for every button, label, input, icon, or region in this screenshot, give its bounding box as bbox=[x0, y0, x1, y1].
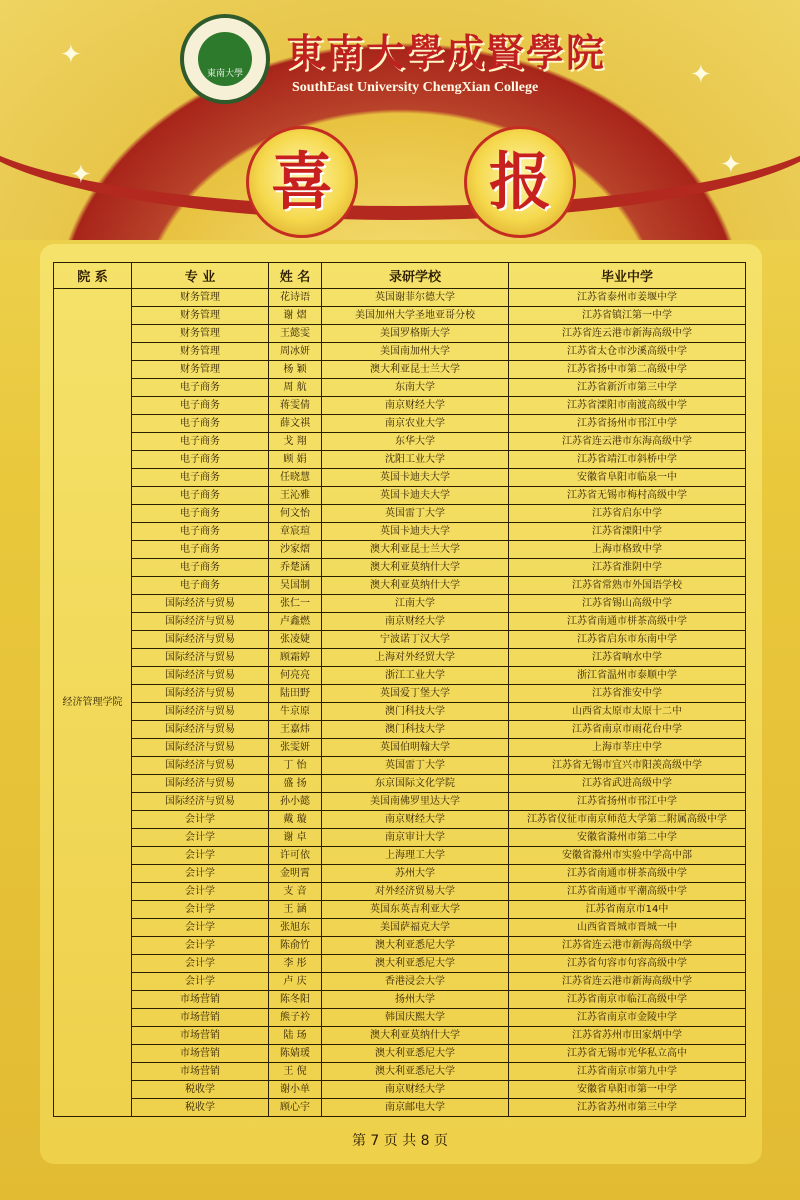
major-cell: 国际经济与贸易 bbox=[132, 721, 269, 739]
highschool-cell: 江苏省句容市句容高级中学 bbox=[509, 955, 746, 973]
name-cell: 金明霄 bbox=[269, 865, 322, 883]
major-cell: 电子商务 bbox=[132, 577, 269, 595]
major-cell: 会计学 bbox=[132, 865, 269, 883]
name-cell: 牛京原 bbox=[269, 703, 322, 721]
highschool-cell: 山西省晋城市晋城一中 bbox=[509, 919, 746, 937]
school-cell: 韩国庆熙大学 bbox=[322, 1009, 509, 1027]
major-cell: 财务管理 bbox=[132, 289, 269, 307]
school-cell: 浙江工业大学 bbox=[322, 667, 509, 685]
table-row bbox=[54, 559, 746, 577]
highschool-cell: 江苏省锡山高级中学 bbox=[509, 595, 746, 613]
major-cell: 市场营销 bbox=[132, 1027, 269, 1045]
school-cell: 南京邮电大学 bbox=[322, 1099, 509, 1117]
table-row bbox=[54, 793, 746, 811]
school-cell: 东华大学 bbox=[322, 433, 509, 451]
name-cell: 丁 怡 bbox=[269, 757, 322, 775]
name-cell: 张雯妍 bbox=[269, 739, 322, 757]
school-cell: 南京财经大学 bbox=[322, 613, 509, 631]
school-cell: 南京财经大学 bbox=[322, 397, 509, 415]
school-cell: 澳大利亚莫纳什大学 bbox=[322, 1027, 509, 1045]
table-row bbox=[54, 829, 746, 847]
table-row bbox=[54, 685, 746, 703]
highschool-cell: 江苏省淮安中学 bbox=[509, 685, 746, 703]
table-row bbox=[54, 1063, 746, 1081]
major-cell: 市场营销 bbox=[132, 991, 269, 1009]
name-cell: 戴 璇 bbox=[269, 811, 322, 829]
name-cell: 戈 翔 bbox=[269, 433, 322, 451]
major-cell: 国际经济与贸易 bbox=[132, 667, 269, 685]
table-row bbox=[54, 865, 746, 883]
table-row bbox=[54, 487, 746, 505]
col-header-dept: 院 系 bbox=[54, 263, 132, 289]
major-cell: 国际经济与贸易 bbox=[132, 631, 269, 649]
major-cell: 会计学 bbox=[132, 937, 269, 955]
highschool-cell: 江苏省泰州市姜堰中学 bbox=[509, 289, 746, 307]
name-cell: 乔楚涵 bbox=[269, 559, 322, 577]
major-cell: 电子商务 bbox=[132, 523, 269, 541]
college-logo bbox=[180, 14, 270, 104]
major-cell: 财务管理 bbox=[132, 343, 269, 361]
school-cell: 美国南佛罗里达大学 bbox=[322, 793, 509, 811]
table-row bbox=[54, 433, 746, 451]
major-cell: 国际经济与贸易 bbox=[132, 757, 269, 775]
table-row bbox=[54, 991, 746, 1009]
highschool-cell: 山西省太原市太原十二中 bbox=[509, 703, 746, 721]
school-cell: 上海理工大学 bbox=[322, 847, 509, 865]
highschool-cell: 江苏省无锡市光华私立高中 bbox=[509, 1045, 746, 1063]
sparkle-icon: ✦ bbox=[720, 150, 742, 180]
school-cell: 澳大利亚昆士兰大学 bbox=[322, 541, 509, 559]
major-cell: 国际经济与贸易 bbox=[132, 685, 269, 703]
table-row bbox=[54, 1099, 746, 1117]
highschool-cell: 江苏省无锡市梅村高级中学 bbox=[509, 487, 746, 505]
table-row bbox=[54, 667, 746, 685]
major-cell: 电子商务 bbox=[132, 397, 269, 415]
major-cell: 财务管理 bbox=[132, 361, 269, 379]
major-cell: 国际经济与贸易 bbox=[132, 595, 269, 613]
table-row bbox=[54, 721, 746, 739]
name-cell: 王 倪 bbox=[269, 1063, 322, 1081]
school-cell: 东京国际文化学院 bbox=[322, 775, 509, 793]
name-cell: 顾 娟 bbox=[269, 451, 322, 469]
school-cell: 香港浸会大学 bbox=[322, 973, 509, 991]
name-cell: 何亮亮 bbox=[269, 667, 322, 685]
name-cell: 王懿雯 bbox=[269, 325, 322, 343]
college-name-cn: 東南大學成賢學院 bbox=[286, 30, 607, 75]
name-cell: 周 航 bbox=[269, 379, 322, 397]
highschool-cell: 江苏省南京市金陵中学 bbox=[509, 1009, 746, 1027]
school-cell: 澳大利亚昆士兰大学 bbox=[322, 361, 509, 379]
highschool-cell: 江苏省武进高级中学 bbox=[509, 775, 746, 793]
name-cell: 陆田野 bbox=[269, 685, 322, 703]
major-cell: 会计学 bbox=[132, 883, 269, 901]
name-cell: 孙小懿 bbox=[269, 793, 322, 811]
name-cell: 李 彤 bbox=[269, 955, 322, 973]
school-cell: 上海对外经贸大学 bbox=[322, 649, 509, 667]
highschool-cell: 江苏省启东中学 bbox=[509, 505, 746, 523]
highschool-cell: 江苏省仪征市南京师范大学第二附属高级中学 bbox=[509, 811, 746, 829]
table-row bbox=[54, 307, 746, 325]
name-cell: 张仁一 bbox=[269, 595, 322, 613]
name-cell: 顾心宇 bbox=[269, 1099, 322, 1117]
school-cell: 英国卡迪夫大学 bbox=[322, 469, 509, 487]
school-cell: 南京财经大学 bbox=[322, 811, 509, 829]
sparkle-icon: ✦ bbox=[70, 160, 92, 190]
table-row bbox=[54, 937, 746, 955]
name-cell: 花诗语 bbox=[269, 289, 322, 307]
name-cell: 陆 玚 bbox=[269, 1027, 322, 1045]
name-cell: 杨 颖 bbox=[269, 361, 322, 379]
highschool-cell: 江苏省南京市临江高级中学 bbox=[509, 991, 746, 1009]
school-cell: 澳大利亚悉尼大学 bbox=[322, 955, 509, 973]
college-name-en: SouthEast University ChengXian College bbox=[292, 80, 539, 95]
table-row bbox=[54, 541, 746, 559]
highschool-cell: 安徽省滁州市第二中学 bbox=[509, 829, 746, 847]
highschool-cell: 江苏省溧阳中学 bbox=[509, 523, 746, 541]
name-cell: 支 音 bbox=[269, 883, 322, 901]
highschool-cell: 浙江省温州市泰顺中学 bbox=[509, 667, 746, 685]
badge-right-text: 报 bbox=[488, 145, 551, 218]
major-cell: 会计学 bbox=[132, 955, 269, 973]
major-cell: 会计学 bbox=[132, 829, 269, 847]
col-header-school: 录研学校 bbox=[322, 263, 509, 289]
table-row bbox=[54, 523, 746, 541]
major-cell: 财务管理 bbox=[132, 325, 269, 343]
table-row bbox=[54, 595, 746, 613]
table-row bbox=[54, 811, 746, 829]
major-cell: 会计学 bbox=[132, 919, 269, 937]
school-cell: 东南大学 bbox=[322, 379, 509, 397]
name-cell: 谢 熠 bbox=[269, 307, 322, 325]
name-cell: 许可依 bbox=[269, 847, 322, 865]
school-cell: 澳大利亚莫纳什大学 bbox=[322, 559, 509, 577]
name-cell: 王嘉炜 bbox=[269, 721, 322, 739]
table-row bbox=[54, 631, 746, 649]
school-cell: 美国加州大学圣地亚哥分校 bbox=[322, 307, 509, 325]
name-cell: 陈婧瑗 bbox=[269, 1045, 322, 1063]
highschool-cell: 江苏省扬州市邗江中学 bbox=[509, 793, 746, 811]
name-cell: 章宸瑄 bbox=[269, 523, 322, 541]
highschool-cell: 江苏省新沂市第三中学 bbox=[509, 379, 746, 397]
highschool-cell: 江苏省常熟市外国语学校 bbox=[509, 577, 746, 595]
school-cell: 南京财经大学 bbox=[322, 1081, 509, 1099]
highschool-cell: 江苏省太仓市沙溪高级中学 bbox=[509, 343, 746, 361]
table-row bbox=[54, 1045, 746, 1063]
col-header-highschool: 毕业中学 bbox=[509, 263, 746, 289]
table-row bbox=[54, 289, 746, 307]
school-cell: 南京审计大学 bbox=[322, 829, 509, 847]
table-row bbox=[54, 577, 746, 595]
highschool-cell: 江苏省连云港市东海高级中学 bbox=[509, 433, 746, 451]
highschool-cell: 江苏省南京市第九中学 bbox=[509, 1063, 746, 1081]
highschool-cell: 江苏省启东市东南中学 bbox=[509, 631, 746, 649]
major-cell: 电子商务 bbox=[132, 415, 269, 433]
highschool-cell: 安徽省阜阳市第一中学 bbox=[509, 1081, 746, 1099]
major-cell: 会计学 bbox=[132, 901, 269, 919]
table-row bbox=[54, 739, 746, 757]
table-row bbox=[54, 451, 746, 469]
name-cell: 任晓慧 bbox=[269, 469, 322, 487]
table-row bbox=[54, 1027, 746, 1045]
table-row bbox=[54, 649, 746, 667]
col-header-major: 专 业 bbox=[132, 263, 269, 289]
major-cell: 市场营销 bbox=[132, 1009, 269, 1027]
name-cell: 薛文祺 bbox=[269, 415, 322, 433]
logo-text: 東南大學 bbox=[206, 69, 243, 79]
major-cell: 国际经济与贸易 bbox=[132, 739, 269, 757]
table-row bbox=[54, 1081, 746, 1099]
table-row bbox=[54, 397, 746, 415]
admission-table bbox=[53, 262, 746, 1117]
name-cell: 谢 卓 bbox=[269, 829, 322, 847]
major-cell: 市场营销 bbox=[132, 1045, 269, 1063]
table-row bbox=[54, 469, 746, 487]
name-cell: 王沁雅 bbox=[269, 487, 322, 505]
name-cell: 何文怡 bbox=[269, 505, 322, 523]
highschool-cell: 江苏省连云港市新海高级中学 bbox=[509, 937, 746, 955]
table-row bbox=[54, 757, 746, 775]
major-cell: 税收学 bbox=[132, 1099, 269, 1117]
school-cell: 澳大利亚悉尼大学 bbox=[322, 1063, 509, 1081]
highschool-cell: 江苏省扬州市邗江中学 bbox=[509, 415, 746, 433]
highschool-cell: 江苏省连云港市新海高级中学 bbox=[509, 973, 746, 991]
school-cell: 宁波诺丁汉大学 bbox=[322, 631, 509, 649]
table-row bbox=[54, 379, 746, 397]
highschool-cell: 江苏省响水中学 bbox=[509, 649, 746, 667]
highschool-cell: 江苏省扬中市第二高级中学 bbox=[509, 361, 746, 379]
table-row bbox=[54, 883, 746, 901]
highschool-cell: 江苏省南通市平潮高级中学 bbox=[509, 883, 746, 901]
badge-right bbox=[464, 126, 576, 238]
table-row bbox=[54, 955, 746, 973]
school-cell: 南京农业大学 bbox=[322, 415, 509, 433]
school-cell: 澳大利亚悉尼大学 bbox=[322, 937, 509, 955]
table-row bbox=[54, 775, 746, 793]
badge-left-text: 喜 bbox=[270, 145, 333, 218]
major-cell: 财务管理 bbox=[132, 307, 269, 325]
school-cell: 美国南加州大学 bbox=[322, 343, 509, 361]
table-header-row bbox=[54, 263, 746, 289]
name-cell: 卢鑫燃 bbox=[269, 613, 322, 631]
name-cell: 吴国制 bbox=[269, 577, 322, 595]
page-indicator: 第 7 页 共 8 页 bbox=[351, 1133, 449, 1149]
school-cell: 英国雷丁大学 bbox=[322, 505, 509, 523]
major-cell: 电子商务 bbox=[132, 487, 269, 505]
highschool-cell: 江苏省南通市栟茶高级中学 bbox=[509, 613, 746, 631]
school-cell: 英国卡迪夫大学 bbox=[322, 523, 509, 541]
name-cell: 盛 扬 bbox=[269, 775, 322, 793]
badge-left bbox=[246, 126, 358, 238]
department-cell: 经济管理学院 bbox=[54, 289, 132, 1117]
table-row bbox=[54, 847, 746, 865]
table-row bbox=[54, 415, 746, 433]
highschool-cell: 安徽省阜阳市临泉一中 bbox=[509, 469, 746, 487]
school-cell: 英国雷丁大学 bbox=[322, 757, 509, 775]
table-row bbox=[54, 1009, 746, 1027]
name-cell: 陈俞竹 bbox=[269, 937, 322, 955]
col-header-name: 姓 名 bbox=[269, 263, 322, 289]
highschool-cell: 江苏省溧阳市南渡高级中学 bbox=[509, 397, 746, 415]
name-cell: 沙家熠 bbox=[269, 541, 322, 559]
table-row bbox=[54, 505, 746, 523]
logo-emblem-icon bbox=[198, 32, 252, 86]
name-cell: 张旭东 bbox=[269, 919, 322, 937]
name-cell: 陈冬阳 bbox=[269, 991, 322, 1009]
sparkle-icon: ✦ bbox=[690, 60, 712, 90]
highschool-cell: 上海市格致中学 bbox=[509, 541, 746, 559]
school-cell: 英国谢菲尔德大学 bbox=[322, 289, 509, 307]
major-cell: 电子商务 bbox=[132, 559, 269, 577]
highschool-cell: 江苏省南京市雨花台中学 bbox=[509, 721, 746, 739]
major-cell: 电子商务 bbox=[132, 541, 269, 559]
school-cell: 对外经济贸易大学 bbox=[322, 883, 509, 901]
school-cell: 扬州大学 bbox=[322, 991, 509, 1009]
table-row bbox=[54, 703, 746, 721]
name-cell: 谢小单 bbox=[269, 1081, 322, 1099]
highschool-cell: 江苏省苏州市田家炳中学 bbox=[509, 1027, 746, 1045]
school-cell: 美国萨福克大学 bbox=[322, 919, 509, 937]
highschool-cell: 江苏省无锡市宜兴市阳羡高级中学 bbox=[509, 757, 746, 775]
highschool-cell: 江苏省连云港市新海高级中学 bbox=[509, 325, 746, 343]
school-cell: 英国伯明翰大学 bbox=[322, 739, 509, 757]
school-cell: 英国卡迪夫大学 bbox=[322, 487, 509, 505]
school-cell: 英国爱丁堡大学 bbox=[322, 685, 509, 703]
school-cell: 沈阳工业大学 bbox=[322, 451, 509, 469]
major-cell: 会计学 bbox=[132, 811, 269, 829]
table-row bbox=[54, 973, 746, 991]
major-cell: 国际经济与贸易 bbox=[132, 793, 269, 811]
table-row bbox=[54, 613, 746, 631]
name-cell: 卢 庆 bbox=[269, 973, 322, 991]
major-cell: 国际经济与贸易 bbox=[132, 649, 269, 667]
major-cell: 市场营销 bbox=[132, 1063, 269, 1081]
table-row bbox=[54, 361, 746, 379]
school-cell: 澳大利亚莫纳什大学 bbox=[322, 577, 509, 595]
highschool-cell: 安徽省滁州市实验中学高中部 bbox=[509, 847, 746, 865]
name-cell: 熊子衿 bbox=[269, 1009, 322, 1027]
name-cell: 周冰妍 bbox=[269, 343, 322, 361]
highschool-cell: 江苏省南京市14中 bbox=[509, 901, 746, 919]
table-body bbox=[54, 289, 746, 1117]
name-cell: 王 涵 bbox=[269, 901, 322, 919]
highschool-cell: 江苏省南通市栟茶高级中学 bbox=[509, 865, 746, 883]
sparkle-icon: ✦ bbox=[60, 40, 82, 70]
major-cell: 电子商务 bbox=[132, 469, 269, 487]
major-cell: 电子商务 bbox=[132, 379, 269, 397]
school-cell: 英国东英吉利亚大学 bbox=[322, 901, 509, 919]
school-cell: 江南大学 bbox=[322, 595, 509, 613]
major-cell: 国际经济与贸易 bbox=[132, 613, 269, 631]
table-row bbox=[54, 325, 746, 343]
name-cell: 蒋雯倩 bbox=[269, 397, 322, 415]
table-row bbox=[54, 901, 746, 919]
table-row bbox=[54, 343, 746, 361]
major-cell: 会计学 bbox=[132, 847, 269, 865]
school-cell: 美国罗格斯大学 bbox=[322, 325, 509, 343]
table-row bbox=[54, 919, 746, 937]
major-cell: 电子商务 bbox=[132, 451, 269, 469]
name-cell: 张凌婕 bbox=[269, 631, 322, 649]
name-cell: 顾霜婷 bbox=[269, 649, 322, 667]
highschool-cell: 江苏省镇江第一中学 bbox=[509, 307, 746, 325]
major-cell: 国际经济与贸易 bbox=[132, 703, 269, 721]
major-cell: 会计学 bbox=[132, 973, 269, 991]
school-cell: 澳门科技大学 bbox=[322, 703, 509, 721]
school-cell: 苏州大学 bbox=[322, 865, 509, 883]
major-cell: 国际经济与贸易 bbox=[132, 775, 269, 793]
highschool-cell: 江苏省靖江市斜桥中学 bbox=[509, 451, 746, 469]
major-cell: 税收学 bbox=[132, 1081, 269, 1099]
highschool-cell: 江苏省苏州市第三中学 bbox=[509, 1099, 746, 1117]
highschool-cell: 上海市莘庄中学 bbox=[509, 739, 746, 757]
major-cell: 电子商务 bbox=[132, 505, 269, 523]
school-cell: 澳门科技大学 bbox=[322, 721, 509, 739]
school-cell: 澳大利亚悉尼大学 bbox=[322, 1045, 509, 1063]
highschool-cell: 江苏省淮阴中学 bbox=[509, 559, 746, 577]
major-cell: 电子商务 bbox=[132, 433, 269, 451]
